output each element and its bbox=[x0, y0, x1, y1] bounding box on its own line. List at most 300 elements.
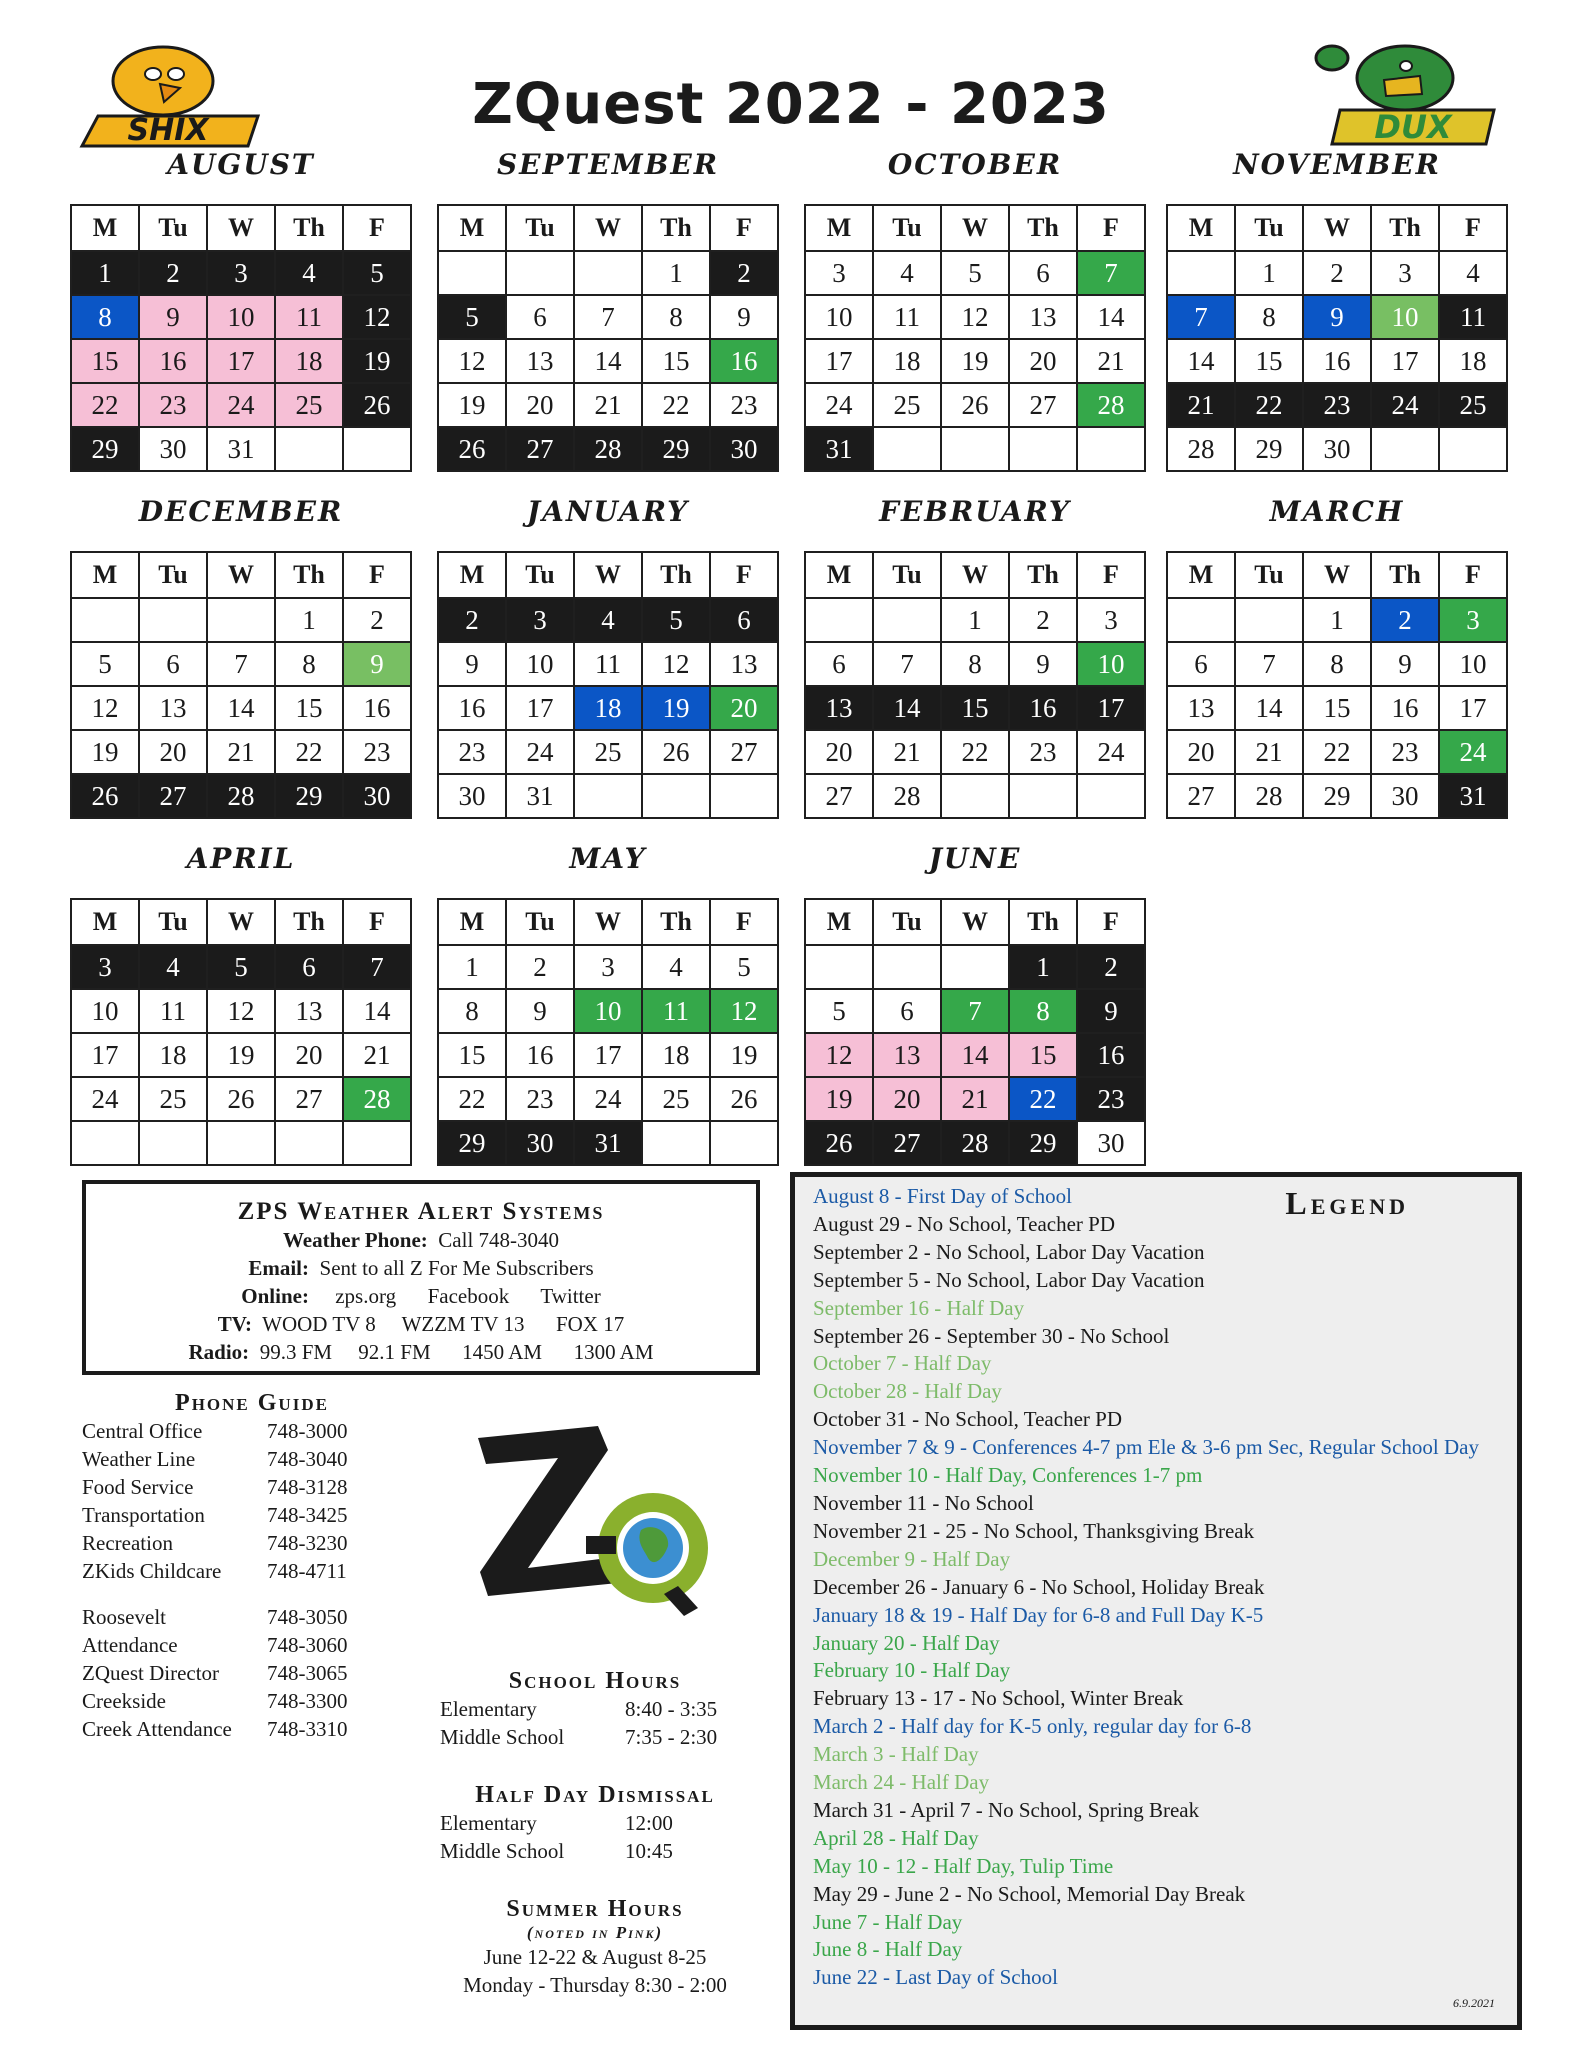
weekday-header: W bbox=[207, 552, 275, 598]
phone-entry-number: 748-3425 bbox=[267, 1503, 348, 1527]
day-cell: 3 bbox=[71, 945, 139, 989]
month-table bbox=[804, 204, 1146, 472]
day-cell: 9 bbox=[1077, 989, 1145, 1033]
summer-hours bbox=[440, 1896, 750, 1999]
weekday-header: Th bbox=[1009, 205, 1077, 251]
weekday-header: W bbox=[1303, 552, 1371, 598]
day-cell: 12 bbox=[805, 1033, 873, 1077]
phone-group-2 bbox=[82, 1603, 422, 1743]
day-cell bbox=[139, 598, 207, 642]
revision-date: 6.9.2021 bbox=[1453, 1996, 1495, 2010]
legend-item: September 26 - September 30 - No School bbox=[813, 1323, 1170, 1348]
day-cell: 22 bbox=[941, 730, 1009, 774]
weekday-header: Tu bbox=[506, 552, 574, 598]
day-cell: 25 bbox=[574, 730, 642, 774]
zq-logo bbox=[458, 1418, 728, 1638]
day-cell: 21 bbox=[574, 383, 642, 427]
day-cell: 24 bbox=[506, 730, 574, 774]
weather-title: ZPS Weather Alert Systems bbox=[237, 1198, 605, 1225]
phone-entry-number: 748-3300 bbox=[267, 1689, 348, 1713]
weekday-header: F bbox=[1077, 205, 1145, 251]
phone-entry-name: Food Service bbox=[82, 1475, 194, 1499]
day-cell: 9 bbox=[710, 295, 778, 339]
day-cell: 13 bbox=[506, 339, 574, 383]
day-cell: 2 bbox=[438, 598, 506, 642]
day-cell bbox=[71, 1121, 139, 1165]
month-may bbox=[437, 842, 779, 1166]
day-cell: 7 bbox=[1167, 295, 1235, 339]
day-cell: 19 bbox=[941, 339, 1009, 383]
day-cell bbox=[642, 774, 710, 818]
day-cell: 26 bbox=[71, 774, 139, 818]
day-cell: 8 bbox=[642, 295, 710, 339]
month-october bbox=[804, 148, 1146, 472]
day-cell: 7 bbox=[941, 989, 1009, 1033]
weather-alert-box bbox=[82, 1180, 760, 1375]
legend-title: Legend bbox=[1285, 1185, 1409, 1221]
day-cell: 11 bbox=[139, 989, 207, 1033]
day-cell: 11 bbox=[1439, 295, 1507, 339]
day-cell: 8 bbox=[1303, 642, 1371, 686]
legend-item: March 24 - Half Day bbox=[813, 1770, 990, 1795]
weekday-header: F bbox=[1077, 552, 1145, 598]
day-cell: 1 bbox=[1303, 598, 1371, 642]
day-cell: 29 bbox=[71, 427, 139, 471]
day-cell: 5 bbox=[343, 251, 411, 295]
legend-item: February 10 - Half Day bbox=[813, 1658, 1011, 1683]
day-cell: 25 bbox=[642, 1077, 710, 1121]
weather-line bbox=[86, 1254, 756, 1282]
legend-item: August 8 - First Day of School bbox=[813, 1184, 1072, 1208]
day-cell: 18 bbox=[574, 686, 642, 730]
phone-guide bbox=[82, 1390, 422, 1743]
day-cell bbox=[343, 1121, 411, 1165]
day-cell: 20 bbox=[805, 730, 873, 774]
day-cell: 7 bbox=[873, 642, 941, 686]
weekday-header: Tu bbox=[873, 899, 941, 945]
day-cell: 12 bbox=[710, 989, 778, 1033]
school-hours-title: School Hours bbox=[508, 1668, 682, 1694]
day-cell: 26 bbox=[642, 730, 710, 774]
day-cell: 2 bbox=[710, 251, 778, 295]
day-cell: 27 bbox=[275, 1077, 343, 1121]
phone-entry bbox=[82, 1715, 422, 1743]
day-cell: 2 bbox=[1009, 598, 1077, 642]
day-cell: 16 bbox=[139, 339, 207, 383]
day-cell: 18 bbox=[1439, 339, 1507, 383]
day-cell: 16 bbox=[438, 686, 506, 730]
day-cell: 8 bbox=[1009, 989, 1077, 1033]
day-cell: 27 bbox=[139, 774, 207, 818]
day-cell: 23 bbox=[1303, 383, 1371, 427]
day-cell bbox=[207, 1121, 275, 1165]
day-cell: 12 bbox=[438, 339, 506, 383]
day-cell: 27 bbox=[506, 427, 574, 471]
day-cell: 19 bbox=[343, 339, 411, 383]
weekday-header: M bbox=[1167, 205, 1235, 251]
phone-entry-name: Transportation bbox=[82, 1503, 205, 1527]
day-cell: 2 bbox=[506, 945, 574, 989]
day-cell: 25 bbox=[873, 383, 941, 427]
day-cell: 20 bbox=[506, 383, 574, 427]
day-cell: 10 bbox=[1077, 642, 1145, 686]
half-day-dismissal bbox=[440, 1782, 750, 1865]
legend-item: August 29 - No School, Teacher PD bbox=[813, 1211, 1116, 1236]
day-cell: 31 bbox=[506, 774, 574, 818]
weekday-header: Th bbox=[1009, 899, 1077, 945]
day-cell: 7 bbox=[343, 945, 411, 989]
legend-item: June 7 - Half Day bbox=[813, 1909, 963, 1934]
legend-item: May 29 - June 2 - No School, Memorial Day Break bbox=[813, 1881, 1246, 1906]
day-cell: 4 bbox=[139, 945, 207, 989]
day-cell: 27 bbox=[710, 730, 778, 774]
day-cell: 26 bbox=[805, 1121, 873, 1165]
day-cell: 29 bbox=[642, 427, 710, 471]
weekday-header: W bbox=[941, 205, 1009, 251]
weekday-header: W bbox=[574, 899, 642, 945]
day-cell: 22 bbox=[1235, 383, 1303, 427]
day-cell: 1 bbox=[275, 598, 343, 642]
day-cell: 8 bbox=[438, 989, 506, 1033]
phone-entry-number: 748-3310 bbox=[267, 1717, 348, 1741]
weekday-header: F bbox=[343, 205, 411, 251]
day-cell bbox=[1167, 251, 1235, 295]
summer-hours-subtitle: (noted in Pink) bbox=[526, 1923, 664, 1942]
day-cell: 12 bbox=[642, 642, 710, 686]
day-cell: 14 bbox=[343, 989, 411, 1033]
phone-entry-number: 748-3040 bbox=[267, 1447, 348, 1471]
page-title: ZQuest 2022 - 2023 bbox=[472, 72, 1110, 137]
month-title: SEPTEMBER bbox=[496, 148, 720, 181]
phone-entry-number: 748-3050 bbox=[267, 1605, 348, 1629]
day-cell: 19 bbox=[438, 383, 506, 427]
weekday-header: F bbox=[343, 899, 411, 945]
day-cell: 1 bbox=[71, 251, 139, 295]
day-cell: 5 bbox=[71, 642, 139, 686]
day-cell: 26 bbox=[438, 427, 506, 471]
weekday-header: W bbox=[207, 205, 275, 251]
day-cell: 24 bbox=[1371, 383, 1439, 427]
day-cell: 15 bbox=[941, 686, 1009, 730]
month-table bbox=[1166, 551, 1508, 819]
day-cell: 30 bbox=[139, 427, 207, 471]
weekday-header: M bbox=[805, 899, 873, 945]
weather-value: zps.org Facebook Twitter bbox=[308, 1284, 601, 1308]
day-cell: 10 bbox=[506, 642, 574, 686]
month-august bbox=[70, 148, 412, 472]
day-cell: 19 bbox=[71, 730, 139, 774]
day-cell: 8 bbox=[941, 642, 1009, 686]
day-cell: 30 bbox=[1371, 774, 1439, 818]
phone-entry-name: Creekside bbox=[82, 1689, 166, 1713]
month-september bbox=[437, 148, 779, 472]
day-cell: 4 bbox=[275, 251, 343, 295]
legend-item: March 31 - April 7 - No School, Spring Break bbox=[813, 1797, 1200, 1822]
phone-entry bbox=[82, 1631, 422, 1659]
month-table bbox=[70, 551, 412, 819]
day-cell: 16 bbox=[1371, 686, 1439, 730]
day-cell: 9 bbox=[1009, 642, 1077, 686]
day-cell: 10 bbox=[805, 295, 873, 339]
day-cell: 29 bbox=[1235, 427, 1303, 471]
weekday-header: M bbox=[438, 899, 506, 945]
day-cell: 6 bbox=[275, 945, 343, 989]
phone-entry-number: 748-4711 bbox=[267, 1559, 347, 1583]
month-table bbox=[1166, 204, 1508, 472]
day-cell: 27 bbox=[805, 774, 873, 818]
legend-item: September 2 - No School, Labor Day Vacation bbox=[813, 1239, 1205, 1264]
day-cell: 13 bbox=[139, 686, 207, 730]
day-cell: 13 bbox=[710, 642, 778, 686]
day-cell: 13 bbox=[275, 989, 343, 1033]
day-cell: 14 bbox=[574, 339, 642, 383]
day-cell: 10 bbox=[1439, 642, 1507, 686]
weather-line bbox=[86, 1282, 756, 1310]
day-cell: 11 bbox=[873, 295, 941, 339]
day-cell: 1 bbox=[1009, 945, 1077, 989]
day-cell: 1 bbox=[642, 251, 710, 295]
day-cell: 26 bbox=[710, 1077, 778, 1121]
phone-entry-number: 748-3000 bbox=[267, 1419, 348, 1443]
day-cell: 24 bbox=[71, 1077, 139, 1121]
day-cell: 30 bbox=[710, 427, 778, 471]
day-cell bbox=[71, 598, 139, 642]
day-cell: 5 bbox=[642, 598, 710, 642]
day-cell: 20 bbox=[710, 686, 778, 730]
day-cell bbox=[438, 251, 506, 295]
day-cell bbox=[1235, 598, 1303, 642]
day-cell bbox=[1077, 774, 1145, 818]
day-cell: 17 bbox=[71, 1033, 139, 1077]
weekday-header: Th bbox=[1371, 205, 1439, 251]
phone-entry bbox=[82, 1603, 422, 1631]
day-cell: 28 bbox=[1167, 427, 1235, 471]
day-cell: 17 bbox=[506, 686, 574, 730]
day-cell bbox=[873, 427, 941, 471]
day-cell: 23 bbox=[1077, 1077, 1145, 1121]
legend-items bbox=[813, 1183, 1479, 1992]
day-cell: 15 bbox=[1303, 686, 1371, 730]
phone-entry-name: ZQuest Director bbox=[82, 1661, 220, 1685]
legend-item: June 8 - Half Day bbox=[813, 1937, 963, 1962]
day-cell: 17 bbox=[574, 1033, 642, 1077]
legend-item: December 9 - Half Day bbox=[813, 1546, 1011, 1571]
weather-line bbox=[86, 1226, 756, 1254]
day-cell: 22 bbox=[1303, 730, 1371, 774]
weather-label: Online: bbox=[241, 1284, 309, 1308]
weather-label: Weather Phone: bbox=[282, 1228, 428, 1252]
day-cell: 2 bbox=[139, 251, 207, 295]
day-cell: 2 bbox=[1077, 945, 1145, 989]
day-cell: 5 bbox=[941, 251, 1009, 295]
month-march bbox=[1166, 495, 1508, 819]
day-cell bbox=[574, 251, 642, 295]
phone-entry-number: 748-3060 bbox=[267, 1633, 348, 1657]
weather-lines bbox=[86, 1226, 756, 1366]
day-cell bbox=[873, 598, 941, 642]
day-cell: 11 bbox=[574, 642, 642, 686]
day-cell: 20 bbox=[275, 1033, 343, 1077]
day-cell: 26 bbox=[343, 383, 411, 427]
day-cell: 12 bbox=[343, 295, 411, 339]
day-cell: 16 bbox=[506, 1033, 574, 1077]
month-february bbox=[804, 495, 1146, 819]
day-cell: 3 bbox=[805, 251, 873, 295]
day-cell: 16 bbox=[1009, 686, 1077, 730]
day-cell: 6 bbox=[1167, 642, 1235, 686]
month-table bbox=[70, 204, 412, 472]
day-cell: 14 bbox=[941, 1033, 1009, 1077]
legend-item: November 21 - 25 - No School, Thanksgiving Break bbox=[813, 1518, 1255, 1543]
weekday-header: F bbox=[1077, 899, 1145, 945]
phone-guide-title: Phone Guide bbox=[175, 1390, 329, 1416]
phone-entry-name: ZKids Childcare bbox=[82, 1559, 222, 1583]
day-cell: 3 bbox=[1439, 598, 1507, 642]
weekday-header: M bbox=[438, 552, 506, 598]
weekday-header: F bbox=[343, 552, 411, 598]
weekday-header: M bbox=[805, 205, 873, 251]
month-december bbox=[70, 495, 412, 819]
half-day-row: Elementary 12:00 bbox=[440, 1811, 673, 1835]
day-cell: 11 bbox=[275, 295, 343, 339]
weekday-header: Th bbox=[275, 899, 343, 945]
day-cell: 30 bbox=[1303, 427, 1371, 471]
day-cell: 22 bbox=[1009, 1077, 1077, 1121]
day-cell: 20 bbox=[1009, 339, 1077, 383]
day-cell: 16 bbox=[1303, 339, 1371, 383]
weekday-header: F bbox=[710, 205, 778, 251]
weekday-header: W bbox=[207, 899, 275, 945]
weekday-header: M bbox=[438, 205, 506, 251]
weather-line bbox=[86, 1338, 756, 1366]
phone-entry-name: Recreation bbox=[82, 1531, 173, 1555]
legend-item: May 10 - 12 - Half Day, Tulip Time bbox=[813, 1853, 1114, 1878]
day-cell bbox=[805, 598, 873, 642]
day-cell: 23 bbox=[506, 1077, 574, 1121]
day-cell bbox=[941, 774, 1009, 818]
weather-label: Email: bbox=[248, 1256, 310, 1280]
legend-item: June 22 - Last Day of School bbox=[813, 1965, 1058, 1990]
day-cell: 9 bbox=[139, 295, 207, 339]
day-cell: 21 bbox=[941, 1077, 1009, 1121]
day-cell: 27 bbox=[1167, 774, 1235, 818]
day-cell: 30 bbox=[506, 1121, 574, 1165]
day-cell: 25 bbox=[1439, 383, 1507, 427]
phone-entry-name: Attendance bbox=[82, 1633, 178, 1657]
weekday-header: Tu bbox=[1235, 552, 1303, 598]
day-cell: 27 bbox=[873, 1121, 941, 1165]
phone-entry-number: 748-3128 bbox=[267, 1475, 348, 1499]
day-cell: 17 bbox=[1371, 339, 1439, 383]
day-cell: 9 bbox=[438, 642, 506, 686]
day-cell: 25 bbox=[275, 383, 343, 427]
weekday-header: Th bbox=[275, 552, 343, 598]
weekday-header: Th bbox=[275, 205, 343, 251]
phone-entry bbox=[82, 1659, 422, 1687]
day-cell: 27 bbox=[1009, 383, 1077, 427]
day-cell: 21 bbox=[1077, 339, 1145, 383]
weekday-header: Tu bbox=[506, 899, 574, 945]
day-cell: 1 bbox=[438, 945, 506, 989]
day-cell: 4 bbox=[642, 945, 710, 989]
day-cell: 30 bbox=[343, 774, 411, 818]
day-cell bbox=[139, 1121, 207, 1165]
day-cell bbox=[710, 774, 778, 818]
legend-item: September 5 - No School, Labor Day Vacation bbox=[813, 1267, 1205, 1292]
month-title: AUGUST bbox=[167, 148, 315, 181]
day-cell: 3 bbox=[1077, 598, 1145, 642]
weekday-header: Tu bbox=[139, 899, 207, 945]
day-cell: 24 bbox=[574, 1077, 642, 1121]
day-cell: 29 bbox=[438, 1121, 506, 1165]
day-cell: 24 bbox=[207, 383, 275, 427]
phone-entry bbox=[82, 1687, 422, 1715]
day-cell: 9 bbox=[343, 642, 411, 686]
summer-hours-times: Monday - Thursday 8:30 - 2:00 bbox=[463, 1973, 727, 1997]
month-title: JUNE bbox=[928, 842, 1022, 875]
weather-line bbox=[86, 1310, 756, 1338]
day-cell: 15 bbox=[275, 686, 343, 730]
legend-item: September 16 - Half Day bbox=[813, 1295, 1025, 1320]
weekday-header: F bbox=[710, 552, 778, 598]
day-cell: 15 bbox=[642, 339, 710, 383]
day-cell: 5 bbox=[805, 989, 873, 1033]
weekday-header: F bbox=[710, 899, 778, 945]
day-cell: 21 bbox=[1235, 730, 1303, 774]
day-cell bbox=[805, 945, 873, 989]
svg-text:DUX: DUX bbox=[1374, 108, 1452, 146]
day-cell: 29 bbox=[1303, 774, 1371, 818]
day-cell: 25 bbox=[139, 1077, 207, 1121]
day-cell: 21 bbox=[343, 1033, 411, 1077]
day-cell: 28 bbox=[207, 774, 275, 818]
day-cell: 8 bbox=[1235, 295, 1303, 339]
day-cell: 13 bbox=[1167, 686, 1235, 730]
month-title: MAY bbox=[569, 842, 647, 875]
day-cell: 13 bbox=[1009, 295, 1077, 339]
day-cell: 28 bbox=[1077, 383, 1145, 427]
weekday-header: M bbox=[71, 899, 139, 945]
weekday-header: Th bbox=[1009, 552, 1077, 598]
phone-entry-name: Weather Line bbox=[82, 1447, 196, 1471]
day-cell: 26 bbox=[941, 383, 1009, 427]
day-cell: 18 bbox=[275, 339, 343, 383]
weather-value: 99.3 FM 92.1 FM 1450 AM 1300 AM bbox=[249, 1340, 654, 1364]
weekday-header: M bbox=[71, 205, 139, 251]
month-title: DECEMBER bbox=[138, 495, 344, 528]
day-cell: 7 bbox=[1235, 642, 1303, 686]
month-november bbox=[1166, 148, 1508, 472]
day-cell: 9 bbox=[1303, 295, 1371, 339]
day-cell: 20 bbox=[139, 730, 207, 774]
day-cell: 11 bbox=[642, 989, 710, 1033]
day-cell: 31 bbox=[805, 427, 873, 471]
day-cell: 5 bbox=[710, 945, 778, 989]
phone-entry-number: 748-3230 bbox=[267, 1531, 348, 1555]
school-hours-row: Middle School 7:35 - 2:30 bbox=[440, 1725, 718, 1749]
day-cell: 6 bbox=[805, 642, 873, 686]
weather-value: Call 748-3040 bbox=[427, 1228, 560, 1252]
summer-hours-title: Summer Hours bbox=[506, 1896, 684, 1922]
day-cell: 24 bbox=[805, 383, 873, 427]
weather-label: Radio: bbox=[188, 1340, 250, 1364]
weekday-header: F bbox=[1439, 552, 1507, 598]
day-cell bbox=[642, 1121, 710, 1165]
day-cell: 15 bbox=[71, 339, 139, 383]
month-title: NOVEMBER bbox=[1233, 148, 1441, 181]
day-cell: 17 bbox=[1077, 686, 1145, 730]
day-cell: 28 bbox=[1235, 774, 1303, 818]
